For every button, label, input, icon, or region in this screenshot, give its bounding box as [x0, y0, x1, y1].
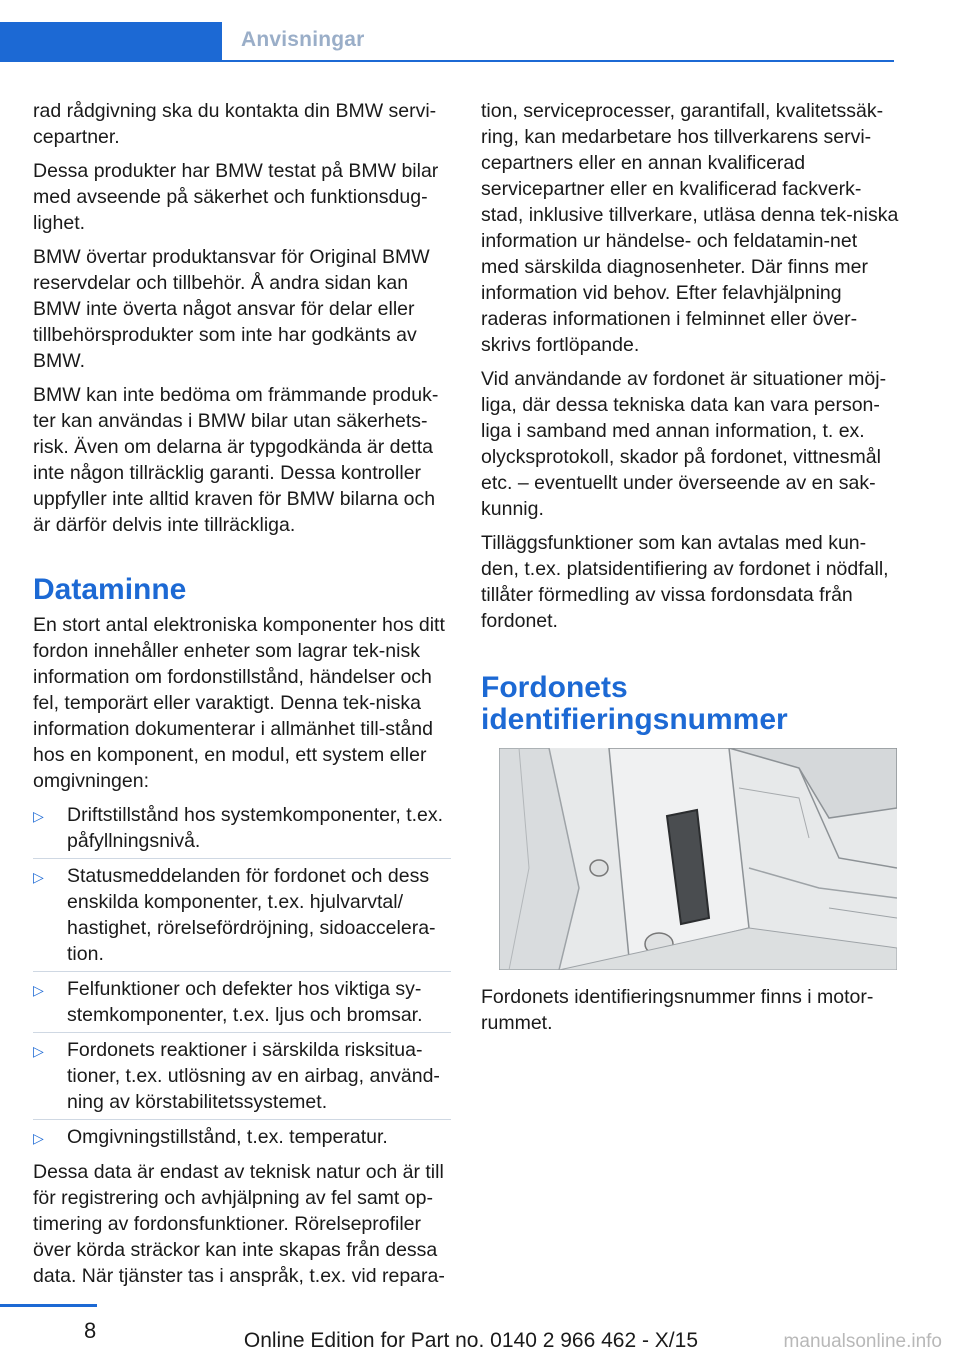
- list-item: ▷ Statusmeddelanden för fordonet och dess enskilda komponenter, t.ex. hjulvarvtal/ hastighet, rörelsefördröjning, sidoaccelera-tion.: [33, 863, 451, 967]
- list-divider: [33, 858, 451, 859]
- left-column: [33, 98, 451, 1297]
- image-caption: Fordonets identifieringsnummer finns i motor-rummet.: [481, 986, 874, 1034]
- list-divider: [33, 1032, 451, 1033]
- triangle-right-icon: ▷: [33, 1130, 44, 1146]
- triangle-right-icon: ▷: [33, 869, 44, 885]
- page-number: 8: [84, 1318, 97, 1343]
- triangle-right-icon: ▷: [33, 1043, 44, 1059]
- paragraph: Vid användande av fordonet är situationer möj-liga, där dessa tekniska data kan vara person-liga i samband med annan information, t. ex. olycksprotokoll, skador på fordonet, vittnesmål etc. – eventuellt under överseende av en sak-kunnig.: [481, 368, 887, 520]
- list-item: ▷ Driftstillstånd hos systemkomponenter, t.ex. påfyllningsnivå.: [33, 802, 451, 854]
- list-item: ▷ Omgivningstillstånd, t.ex. temperatur.: [33, 1124, 451, 1150]
- header-rule: [222, 60, 894, 62]
- footer-accent-line: [0, 1304, 97, 1307]
- engine-bay-illustration: [499, 748, 897, 970]
- right-column: [481, 98, 899, 1044]
- paragraph: Dessa data är endast av teknisk natur och är till för registrering och avhjälpning av fel samt op-timering av fordonsfunktioner. Rörelseprofiler över körda sträckor kan inte skapas från dessa data. När tjänster tas i anspråk, t.ex. vid repara-: [33, 1161, 445, 1287]
- paragraph: En stort antal elektroniska komponenter hos ditt fordon innehåller enheter som lagrar tek-nisk information om fordonstillstånd, händelser och fel, temporärt eller varaktigt. Denna tek-niska information dokumenterar i allmänhet till-stånd hos en komponent, en modul, ett system eller omgivningen:: [33, 614, 445, 792]
- paragraph: Dessa produkter har BMW testat på BMW bilar med avseende på säkerhet och funktionsdug-lighet.: [33, 160, 439, 234]
- list-divider: [33, 1119, 451, 1120]
- paragraph: Tilläggsfunktioner som kan avtalas med kun-den, t.ex. platsidentifiering av fordonet i nödfall, tillåter förmedling av vissa fordonsdata från fordonet.: [481, 532, 889, 632]
- list-item: ▷ Felfunktioner och defekter hos viktiga sy-stemkomponenter, t.ex. ljus och bromsar.: [33, 976, 451, 1028]
- paragraph: BMW kan inte bedöma om främmande produk-ter kan användas i BMW bilar utan säkerhets-risk. Även om delarna är typgodkända är detta inte någon tillräcklig garanti. Dessa kontroller uppfyller inte alltid kraven för BMW bilarna och är därför delvis inte tillräckliga.: [33, 384, 439, 536]
- engine-bay-image: [499, 748, 897, 970]
- list-divider: [33, 971, 451, 972]
- data-list: [33, 802, 451, 1150]
- triangle-right-icon: ▷: [33, 982, 44, 998]
- heading-dataminne: Dataminne: [33, 573, 187, 606]
- list-item: ▷ Fordonets reaktioner i särskilda risksitua-tioner, t.ex. utlösning av en airbag, använd-ning av körstabilitetssystemet.: [33, 1037, 451, 1115]
- paragraph: rad rådgivning ska du kontakta din BMW servi-cepartner.: [33, 100, 437, 148]
- triangle-right-icon: ▷: [33, 808, 44, 824]
- paragraph: BMW övertar produktansvar för Original BMW reservdelar och tillbehör. Å andra sidan kan BMW inte överta något ansvar för delar eller tillbehörsprodukter som inte har godkänts av BMW.: [33, 246, 430, 372]
- header-accent-bar: [0, 22, 222, 62]
- paragraph: tion, serviceprocesser, garantifall, kvalitetssäk-ring, kan medarbetare hos tillverkarens servi-cepartners eller en annan kvalificerad servicepartner eller en kvalificerad fackverk-stad, inklusive tillverkare, utläsa denna tek-niska information ur händelse- och feldatamin-net med särskilda diagnosenheter. Där finns mer information vid behov. Efter felavhjälpning raderas informationen i felminnet eller över-skrivs fortlöpande.: [481, 100, 899, 356]
- watermark: manualsonline.info: [783, 1331, 942, 1352]
- edition-text: Online Edition for Part no. 0140 2 966 462 - X/15: [243, 1329, 698, 1352]
- section-title: Anvisningar: [241, 28, 365, 51]
- heading-vin: Fordonets identifieringsnummer: [481, 671, 788, 736]
